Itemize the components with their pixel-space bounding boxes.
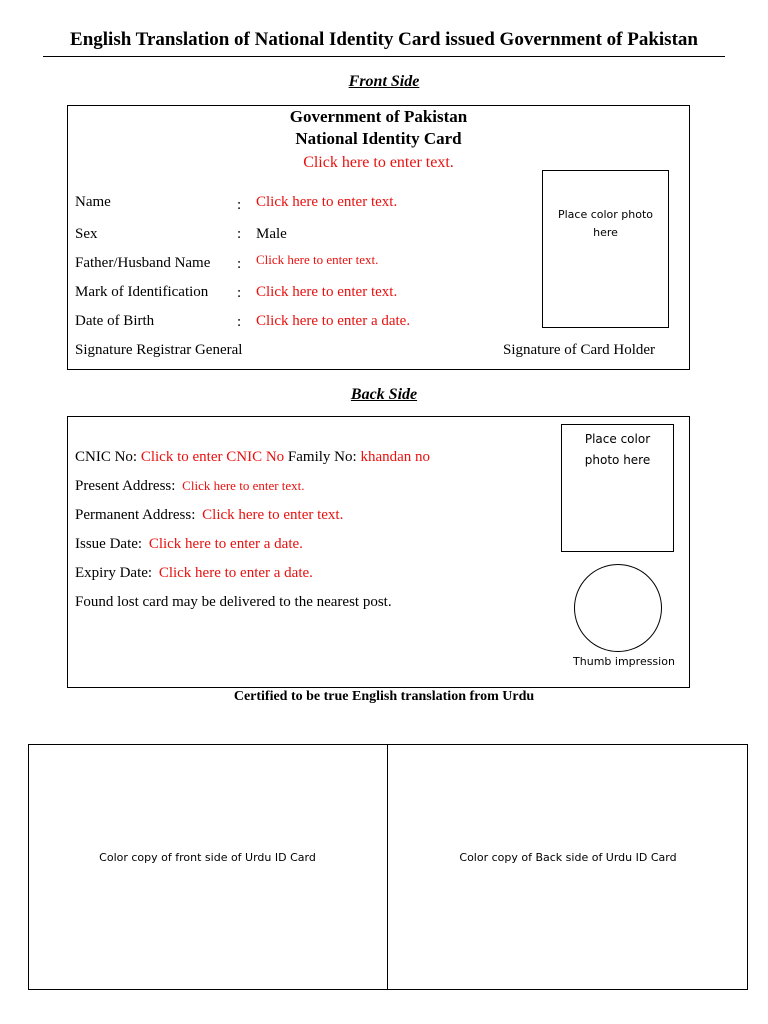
sex-value[interactable]: Male — [256, 226, 287, 242]
mark-of-identification-field[interactable]: Click here to enter text. — [256, 284, 398, 300]
card-title-government: Government of Pakistan — [289, 107, 468, 126]
cnic-field[interactable]: Click to enter CNIC No — [140, 449, 285, 465]
mark-of-identification-label: Mark of Identification — [75, 284, 209, 300]
front-photo-text-line1: Place color photo — [557, 208, 654, 221]
sex-colon: : — [237, 226, 242, 242]
name-label: Name — [75, 194, 111, 210]
father-husband-name-colon: : — [237, 256, 242, 272]
front-side-heading: Front Side — [348, 73, 420, 90]
urdu-copies-divider — [387, 744, 388, 990]
front-photo-box[interactable] — [542, 170, 669, 328]
date-of-birth-field[interactable]: Click here to enter a date. — [256, 313, 411, 329]
title-rule — [43, 56, 725, 57]
urdu-copies-table — [28, 744, 748, 990]
thumb-impression-label: Thumb impression — [573, 655, 675, 668]
card-name-placeholder[interactable]: Click here to enter text. — [303, 154, 454, 171]
front-photo-text-line2: here — [593, 226, 618, 239]
cnic-label: CNIC No: — [75, 449, 138, 465]
expiry-date-label: Expiry Date: — [75, 565, 153, 581]
signature-card-holder-label: Signature of Card Holder — [503, 342, 656, 358]
back-photo-text-line2: photo here — [584, 453, 651, 467]
permanent-address-row — [75, 505, 343, 525]
date-of-birth-colon: : — [237, 314, 242, 330]
date-of-birth-label: Date of Birth — [75, 313, 155, 329]
permanent-address-field[interactable]: Click here to enter text. — [202, 507, 344, 523]
cnic-row — [75, 447, 430, 467]
father-husband-name-field[interactable]: Click here to enter text. — [256, 252, 379, 267]
certified-statement: Certified to be true English translation from Urdu — [233, 689, 535, 704]
father-husband-name-label: Father/Husband Name — [75, 255, 211, 271]
present-address-label: Present Address: — [75, 478, 176, 494]
issue-date-field[interactable]: Click here to enter a date. — [148, 536, 303, 552]
family-no-label: Family No: — [287, 449, 357, 465]
card-title-nic: National Identity Card — [295, 129, 462, 148]
present-address-field[interactable]: Click here to enter text. — [182, 478, 305, 493]
signature-registrar-label: Signature Registrar General — [75, 342, 243, 358]
front-urdu-copy-cell[interactable]: Color copy of front side of Urdu ID Card — [99, 851, 316, 864]
name-colon: : — [237, 197, 242, 213]
present-address-row — [75, 476, 305, 496]
expiry-date-field[interactable]: Click here to enter a date. — [158, 565, 313, 581]
expiry-date-row — [75, 563, 313, 583]
back-urdu-copy-cell[interactable]: Color copy of Back side of Urdu ID Card — [459, 851, 677, 864]
sex-label: Sex — [75, 226, 98, 242]
issue-date-label: Issue Date: — [75, 536, 143, 552]
family-no-field[interactable]: khandan no — [360, 449, 431, 465]
back-photo-text-line1: Place color — [584, 432, 651, 446]
document-title: English Translation of National Identity Card issued Government of Pakistan — [70, 29, 698, 50]
permanent-address-label: Permanent Address: — [75, 507, 196, 523]
mark-of-identification-colon: : — [237, 285, 242, 301]
thumb-impression-circle[interactable] — [574, 564, 662, 652]
back-side-heading: Back Side — [350, 386, 418, 403]
issue-date-row — [75, 534, 303, 554]
found-lost-card-text: Found lost card may be delivered to the nearest post. — [75, 594, 392, 610]
name-field[interactable]: Click here to enter text. — [256, 194, 398, 210]
